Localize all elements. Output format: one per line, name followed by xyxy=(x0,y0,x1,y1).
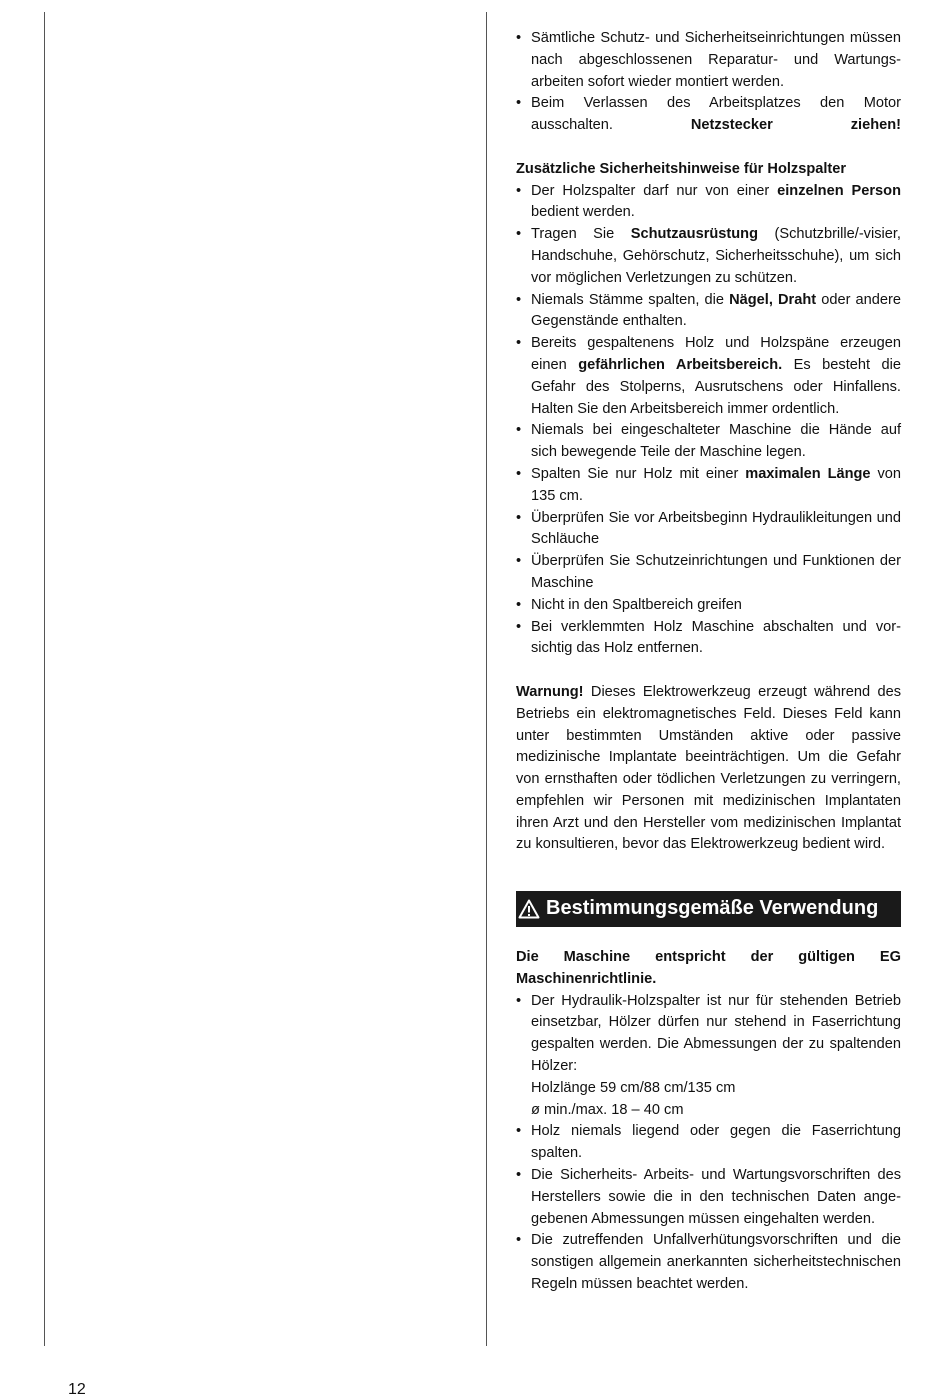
list-item: • Niemals Stämme spalten, die Nägel, Draht oder andere Gegenstände enthalten. xyxy=(516,290,901,334)
page-number: 12 xyxy=(68,1381,86,1398)
list-item: • Tragen Sie Schutzausrüstung (Schutzbrille/-visier, Handschuhe, Gehörschutz, Sicherheitsschuhe), um sich vor möglichen Verletzungen zu schützen. xyxy=(516,224,901,289)
list-item: • Bei verklemmten Holz Maschine abschalten und vorsichtig das Holz entfernen. xyxy=(516,617,901,661)
usage-list xyxy=(516,991,901,1296)
left-margin-rule xyxy=(44,12,45,1346)
list-item: • Bereits gespaltenens Holz und Holzspäne erzeugen einen gefährlichen Arbeitsbereich. Es besteht die Gefahr des Stolperns, Ausrutschens oder Hinfallens. Halten Sie den Arbeitsbereich immer ordentlich. xyxy=(516,333,901,420)
list-item: • Spalten Sie nur Holz mit einer maximalen Länge von 135 cm. xyxy=(516,464,901,508)
warning-triangle-icon xyxy=(518,899,540,919)
list-item: • Holz niemals liegend oder gegen die Faserrichtung spalten. xyxy=(516,1121,901,1165)
usage-section-banner xyxy=(516,891,901,927)
warning-paragraph: Warnung! Dieses Elektrowerkzeug erzeugt während des Betriebs ein elektromagnetisches Feld. Dieses Feld kann unter bestimmten Umständen aktive oder passive medizinische Implantate beeinträchtigen. Um die Gefahr von ernsthaften oder tödlichen Verletzungen zu verringern, empfehlen wir Personen mit medizinischen Implantaten ihren Arzt und den Hersteller vom medizinischen Implantat zu konsultieren, bevor das Elektrowerkzeug bedient wird. xyxy=(516,683,901,853)
list-item: • Der Holzspalter darf nur von einer einzelnen Person bedient werden. xyxy=(516,181,901,225)
list-item: • Die zutreffenden Unfallverhütungsvorschriften und die sonstigen allgemein anerkannten sicherheitstechnischen Regeln müssen beachtet werden. xyxy=(516,1230,901,1295)
list-item: • Sämtliche Schutz- und Sicherheitseinrichtungen müssen nach abgeschlossenen Reparatur- und Wartungsarbeiten sofort wieder montiert werden. xyxy=(516,28,901,93)
usage-intro: Die Maschine entspricht der gültigen EG Maschinenrichtlinie. xyxy=(516,949,901,987)
list-item: • Beim Verlassen des Arbeitsplatzes den Motor ausschalten. Netzstecker ziehen! xyxy=(516,93,901,137)
right-column xyxy=(516,28,901,1296)
column-divider-rule xyxy=(486,12,487,1346)
list-item: • Die Sicherheits- Arbeits- und Wartungsvorschriften des Herstellers sowie die in den technischen Daten angegebenen Abmessungen müssen eingehalten werden. xyxy=(516,1165,901,1230)
list-item: • Niemals bei eingeschalteter Maschine die Hände auf sich bewegende Teile der Maschine legen. xyxy=(516,420,901,464)
list-item: • Überprüfen Sie vor Arbeitsbeginn Hydraulikleitungen und Schläuche xyxy=(516,508,901,552)
banner-title: Bestimmungsgemäße Verwendung xyxy=(546,897,879,920)
wood-length: Holzlänge 59 cm/88 cm/135 cm xyxy=(531,1079,736,1096)
list-item: • Nicht in den Spaltbereich greifen xyxy=(516,595,901,617)
general-safety-list xyxy=(516,28,901,137)
list-item: • Überprüfen Sie Schutzeinrichtungen und Funktionen der Maschine xyxy=(516,551,901,595)
warning-label: Warnung! xyxy=(516,683,584,700)
section-heading: Zusätzliche Sicherheitshinweise für Holzspalter xyxy=(516,160,847,177)
wood-diameter: ø min./max. 18 – 40 cm xyxy=(531,1101,684,1118)
splitter-safety-list xyxy=(516,181,901,661)
list-item: • Der Hydraulik-Holzspalter ist nur für stehenden Betrieb einsetzbar, Hölzer dürfen nur stehend in Faserrichtung gespalten werden. Die Abmessungen der zu spaltenden Hölzer: Holzlänge 59 cm/88 cm/135 cm ø min./max. 18 – 40 cm xyxy=(516,991,901,1122)
